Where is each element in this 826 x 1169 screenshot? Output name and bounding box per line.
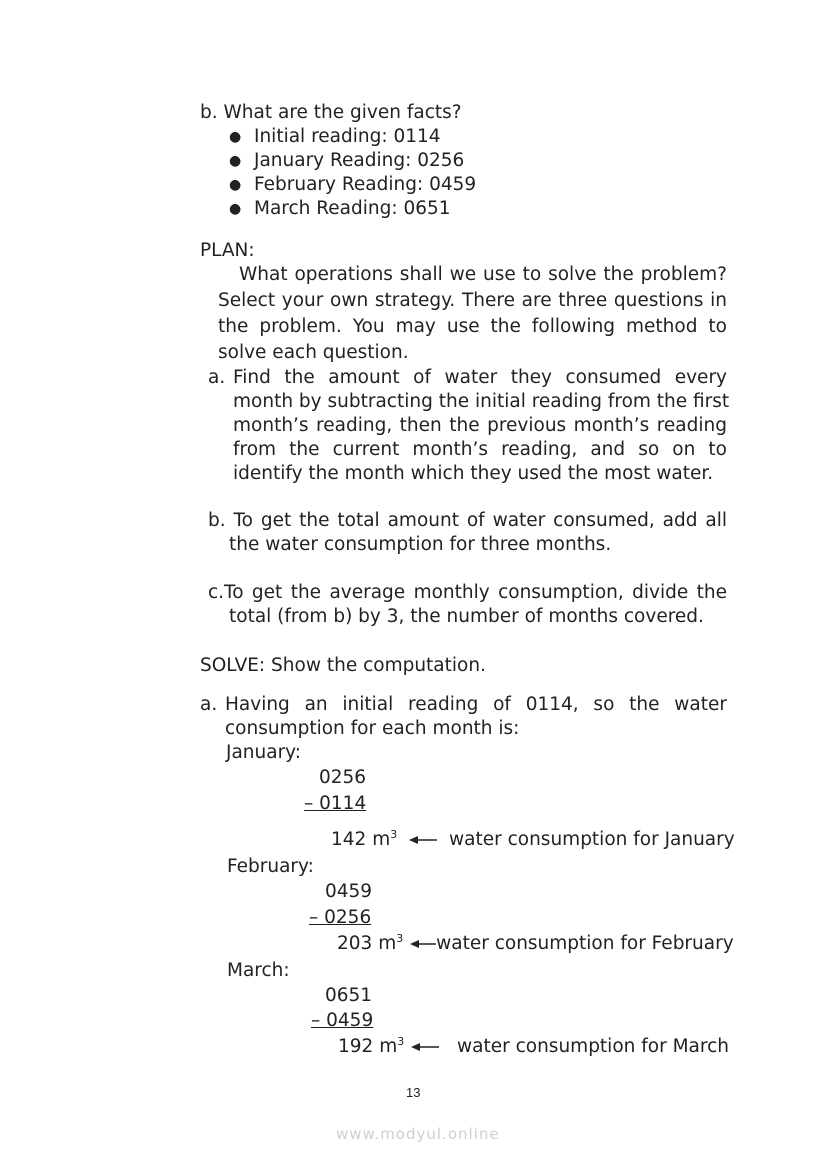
plan-item-c-line: total (from b) by 3, the number of months covered.: [229, 606, 704, 627]
result-note: water consumption for March: [457, 1036, 729, 1057]
solve-item-a-line: Having an initial reading of 0114, so the water: [225, 694, 727, 715]
fact-item: January Reading: 0256: [254, 150, 465, 171]
result-value: 203 m: [337, 933, 397, 954]
result-note: water consumption for January: [449, 829, 735, 850]
watermark: www.modyul.online: [336, 1125, 500, 1143]
result-row-february: [337, 932, 734, 956]
plan-heading: PLAN:: [200, 240, 255, 261]
unit-exponent: 3: [396, 931, 404, 945]
unit-exponent: 3: [390, 827, 398, 841]
plan-intro-line: the problem. You may use the following method to: [218, 316, 727, 337]
given-facts-heading: b. What are the given facts?: [200, 102, 462, 123]
plan-item-b-line: b. To get the total amount of water consumed, add all: [208, 510, 727, 531]
result-row-march: [338, 1035, 729, 1059]
plan-item-b-line: the water consumption for three months.: [229, 534, 612, 555]
left-arrow-icon: [411, 1041, 439, 1053]
plan-intro-line: solve each question.: [218, 342, 409, 363]
plan-item-a-line: identify the month which they used the most water.: [233, 463, 714, 484]
month-label-march: March:: [227, 960, 290, 981]
plan-intro-line: What operations shall we use to solve the problem?: [239, 264, 727, 285]
subtrahend: – 0459: [311, 1010, 374, 1031]
bullet-icon: ●: [229, 129, 242, 145]
left-arrow-icon: [410, 938, 436, 950]
plan-intro-line: Select your own strategy. There are three questions in: [218, 290, 727, 311]
result-row-january: [331, 828, 735, 852]
solve-heading: SOLVE: Show the computation.: [200, 655, 486, 676]
plan-item-a-label: a.: [208, 367, 226, 388]
month-label-february: February:: [227, 856, 314, 877]
plan-item-a-line: from the current month’s reading, and so on to: [233, 439, 727, 460]
minuend: 0651: [325, 985, 373, 1006]
fact-item: Initial reading: 0114: [254, 126, 441, 147]
page-number: 13: [406, 1085, 421, 1100]
subtrahend: – 0256: [309, 907, 372, 928]
plan-item-a-line: month by subtracting the initial reading from the first: [233, 391, 730, 412]
minuend: 0459: [325, 881, 373, 902]
fact-item: March Reading: 0651: [254, 198, 451, 219]
left-arrow-icon: [409, 834, 439, 846]
minuend: 0256: [319, 767, 367, 788]
bullet-icon: ●: [229, 177, 242, 193]
result-value: 192 m: [338, 1036, 398, 1057]
subtrahend: – 0114: [304, 793, 367, 814]
bullet-icon: ●: [229, 201, 242, 217]
result-value: 142 m: [331, 829, 391, 850]
result-note: water consumption for February: [436, 933, 734, 954]
fact-item: February Reading: 0459: [254, 174, 477, 195]
plan-item-a-line: month’s reading, then the previous month’s reading: [233, 415, 727, 436]
plan-item-a-line: Find the amount of water they consumed every: [233, 367, 727, 388]
plan-item-c-line: c.To get the average monthly consumption, divide the: [208, 582, 727, 603]
solve-item-a-line: consumption for each month is:: [225, 718, 520, 739]
solve-item-a-label: a.: [200, 694, 218, 715]
bullet-icon: ●: [229, 153, 242, 169]
month-label-january: January:: [226, 742, 302, 763]
unit-exponent: 3: [397, 1034, 405, 1048]
